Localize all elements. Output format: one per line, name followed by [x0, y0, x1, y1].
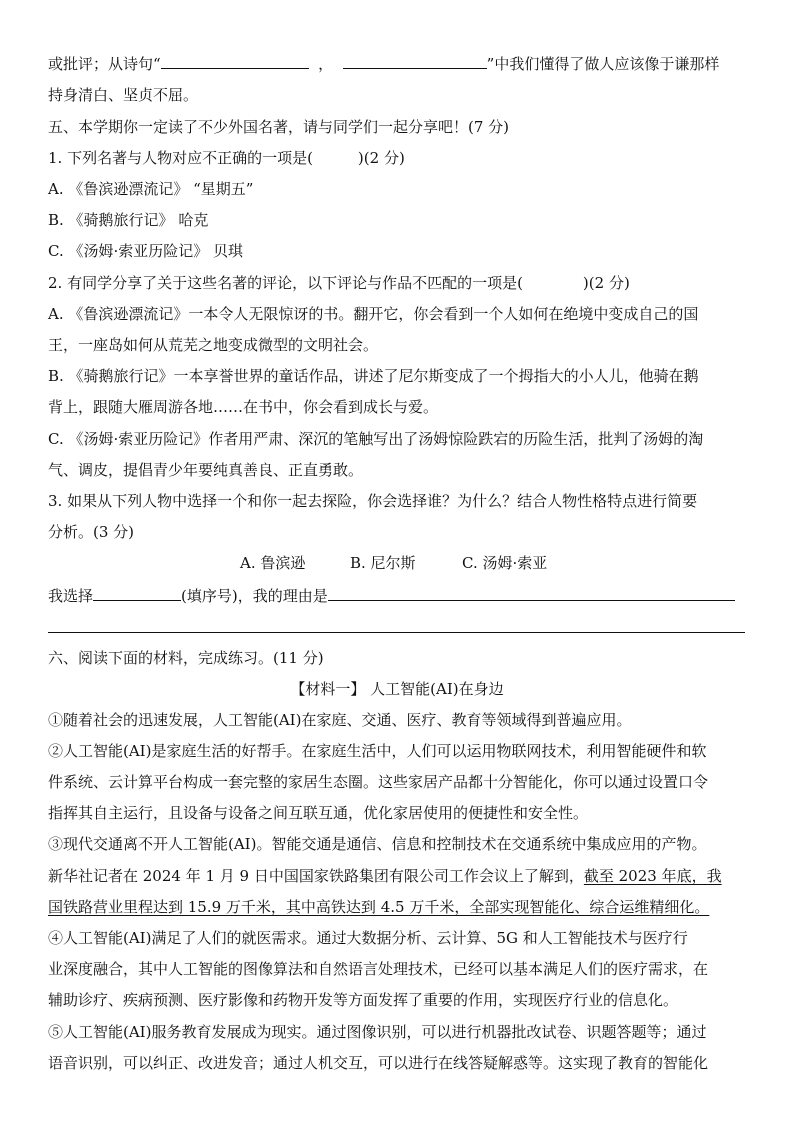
- q3-answer-line: 我选择 (填序号)，我的理由是: [48, 585, 748, 606]
- paragraph-2-cont: 指挥其自主运行，且设备与设备之间互联互通，优化家居使用的便捷性和安全性。: [48, 804, 589, 822]
- q2-option-a: A. 《鲁滨逊漂流记》一本令人无限惊讶的书。翻开它，你会看到一个人如何在绝境中变成自己的国: [48, 305, 699, 323]
- choice-blank[interactable]: [93, 585, 181, 601]
- paragraph-4-cont: 辅助诊疗、疾病预测、医疗影像和药物开发等方面发挥了重要的作用，实现医疗行业的信息化。: [48, 991, 679, 1009]
- paragraph-5-cont: 语音识别，可以纠正、改进发音；通过人机交互，可以进行在线答疑解惑等。这实现了教育的智能化: [48, 1054, 709, 1072]
- poem-fill-line: 或批评；从诗句“ ， ”中我们懂得了做人应该像于谦那样: [48, 55, 720, 73]
- question-1: 1. 下列名著与人物对应不正确的一项是( )(2 分): [48, 149, 405, 167]
- question-2: 2. 有同学分享了关于这些名著的评论，以下评论与作品不匹配的一项是( )(2 分): [48, 274, 630, 292]
- paragraph-3-underlined: 国铁路营业里程达到 15.9 万千米，其中高铁达到 4.5 万千米，全部实现智能化、综合运维精细化。: [48, 898, 710, 916]
- section-5-title: 五、本学期你一定读了不少外国名著，请与同学们一起分享吧！(7 分): [48, 118, 510, 136]
- text-line: 持身清白、坚贞不屈。: [48, 86, 199, 104]
- underlined-text: 截至 2023 年底，我: [583, 867, 722, 885]
- paragraph-2-cont: 件系统、云计算平台构成一套完整的家居生态圈。这些家居产品都十分智能化，你可以通过设置口令: [48, 773, 709, 791]
- q2-option-c-cont: 气、调皮，提倡青少年要纯真善良、正直勇敢。: [48, 461, 364, 479]
- paragraph-1: ①随着社会的迅速发展，人工智能(AI)在家庭、交通、医疗、教育等领域得到普遍应用。: [48, 711, 632, 729]
- q2-option-b-cont: 背上，跟随大雁周游各地……在书中，你会看到成长与爱。: [48, 398, 439, 416]
- material-1-title: 【材料一】 人工智能(AI)在身边: [290, 680, 504, 698]
- poem-blank-2[interactable]: [343, 53, 487, 69]
- section-6-title: 六、阅读下面的材料，完成练习。(11 分): [48, 649, 324, 667]
- q3-options: [240, 553, 640, 573]
- paragraph-4: ④人工智能(AI)满足了人们的就医需求。通过大数据分析、云计算、5G 和人工智能技术与医疗行: [48, 929, 688, 947]
- q1-option-b: B. 《骑鹅旅行记》 哈克: [48, 211, 209, 229]
- q1-option-c: C. 《汤姆·索亚历险记》 贝琪: [48, 242, 244, 260]
- q2-option-a-cont: 王，一座岛如何从荒芜之地变成微型的文明社会。: [48, 336, 379, 354]
- reason-blank[interactable]: [328, 585, 735, 601]
- q3-option-b: B. 尼尔斯: [350, 554, 416, 572]
- paragraph-4-cont: 业深度融合，其中人工智能的图像算法和自然语言处理技术，已经可以基本满足人们的医疗需求，在: [48, 960, 709, 978]
- q2-option-b: B. 《骑鹅旅行记》一本享誉世界的童话作品，讲述了尼尔斯变成了一个拇指大的小人儿，他骑在鹅: [48, 367, 699, 385]
- q3-option-a: A. 鲁滨逊: [240, 554, 306, 572]
- q2-option-c: C. 《汤姆·索亚历险记》作者用严肃、深沉的笔触写出了汤姆惊险跌宕的历险生活，批判了汤姆的淘: [48, 430, 704, 448]
- paragraph-3: ③现代交通离不开人工智能(AI)。智能交通是通信、信息和控制技术在交通系统中集成应用的产物。: [48, 835, 707, 853]
- paragraph-3-cont: 新华社记者在 2024 年 1 月 9 日中国国家铁路集团有限公司工作会议上了解到，截至 2023 年底，我: [48, 867, 722, 885]
- paragraph-2: ②人工智能(AI)是家庭生活的好帮手。在家庭生活中，人们可以运用物联网技术，利用智能硬件和软: [48, 742, 707, 760]
- q3-option-c: C. 汤姆·索亚: [462, 554, 548, 572]
- paragraph-5: ⑤人工智能(AI)服务教育发展成为现实。通过图像识别，可以进行机器批改试卷、识题答题等；通过: [48, 1023, 707, 1041]
- question-3-cont: 分析。(3 分): [48, 523, 135, 541]
- answer-rule-line[interactable]: [48, 632, 745, 633]
- question-3: 3. 如果从下列人物中选择一个和你一起去探险，你会选择谁？为什么？结合人物性格特点进行简要: [48, 492, 698, 510]
- q1-option-a: A. 《鲁滨逊漂流记》 “星期五”: [48, 180, 254, 198]
- poem-blank-1[interactable]: [161, 53, 309, 69]
